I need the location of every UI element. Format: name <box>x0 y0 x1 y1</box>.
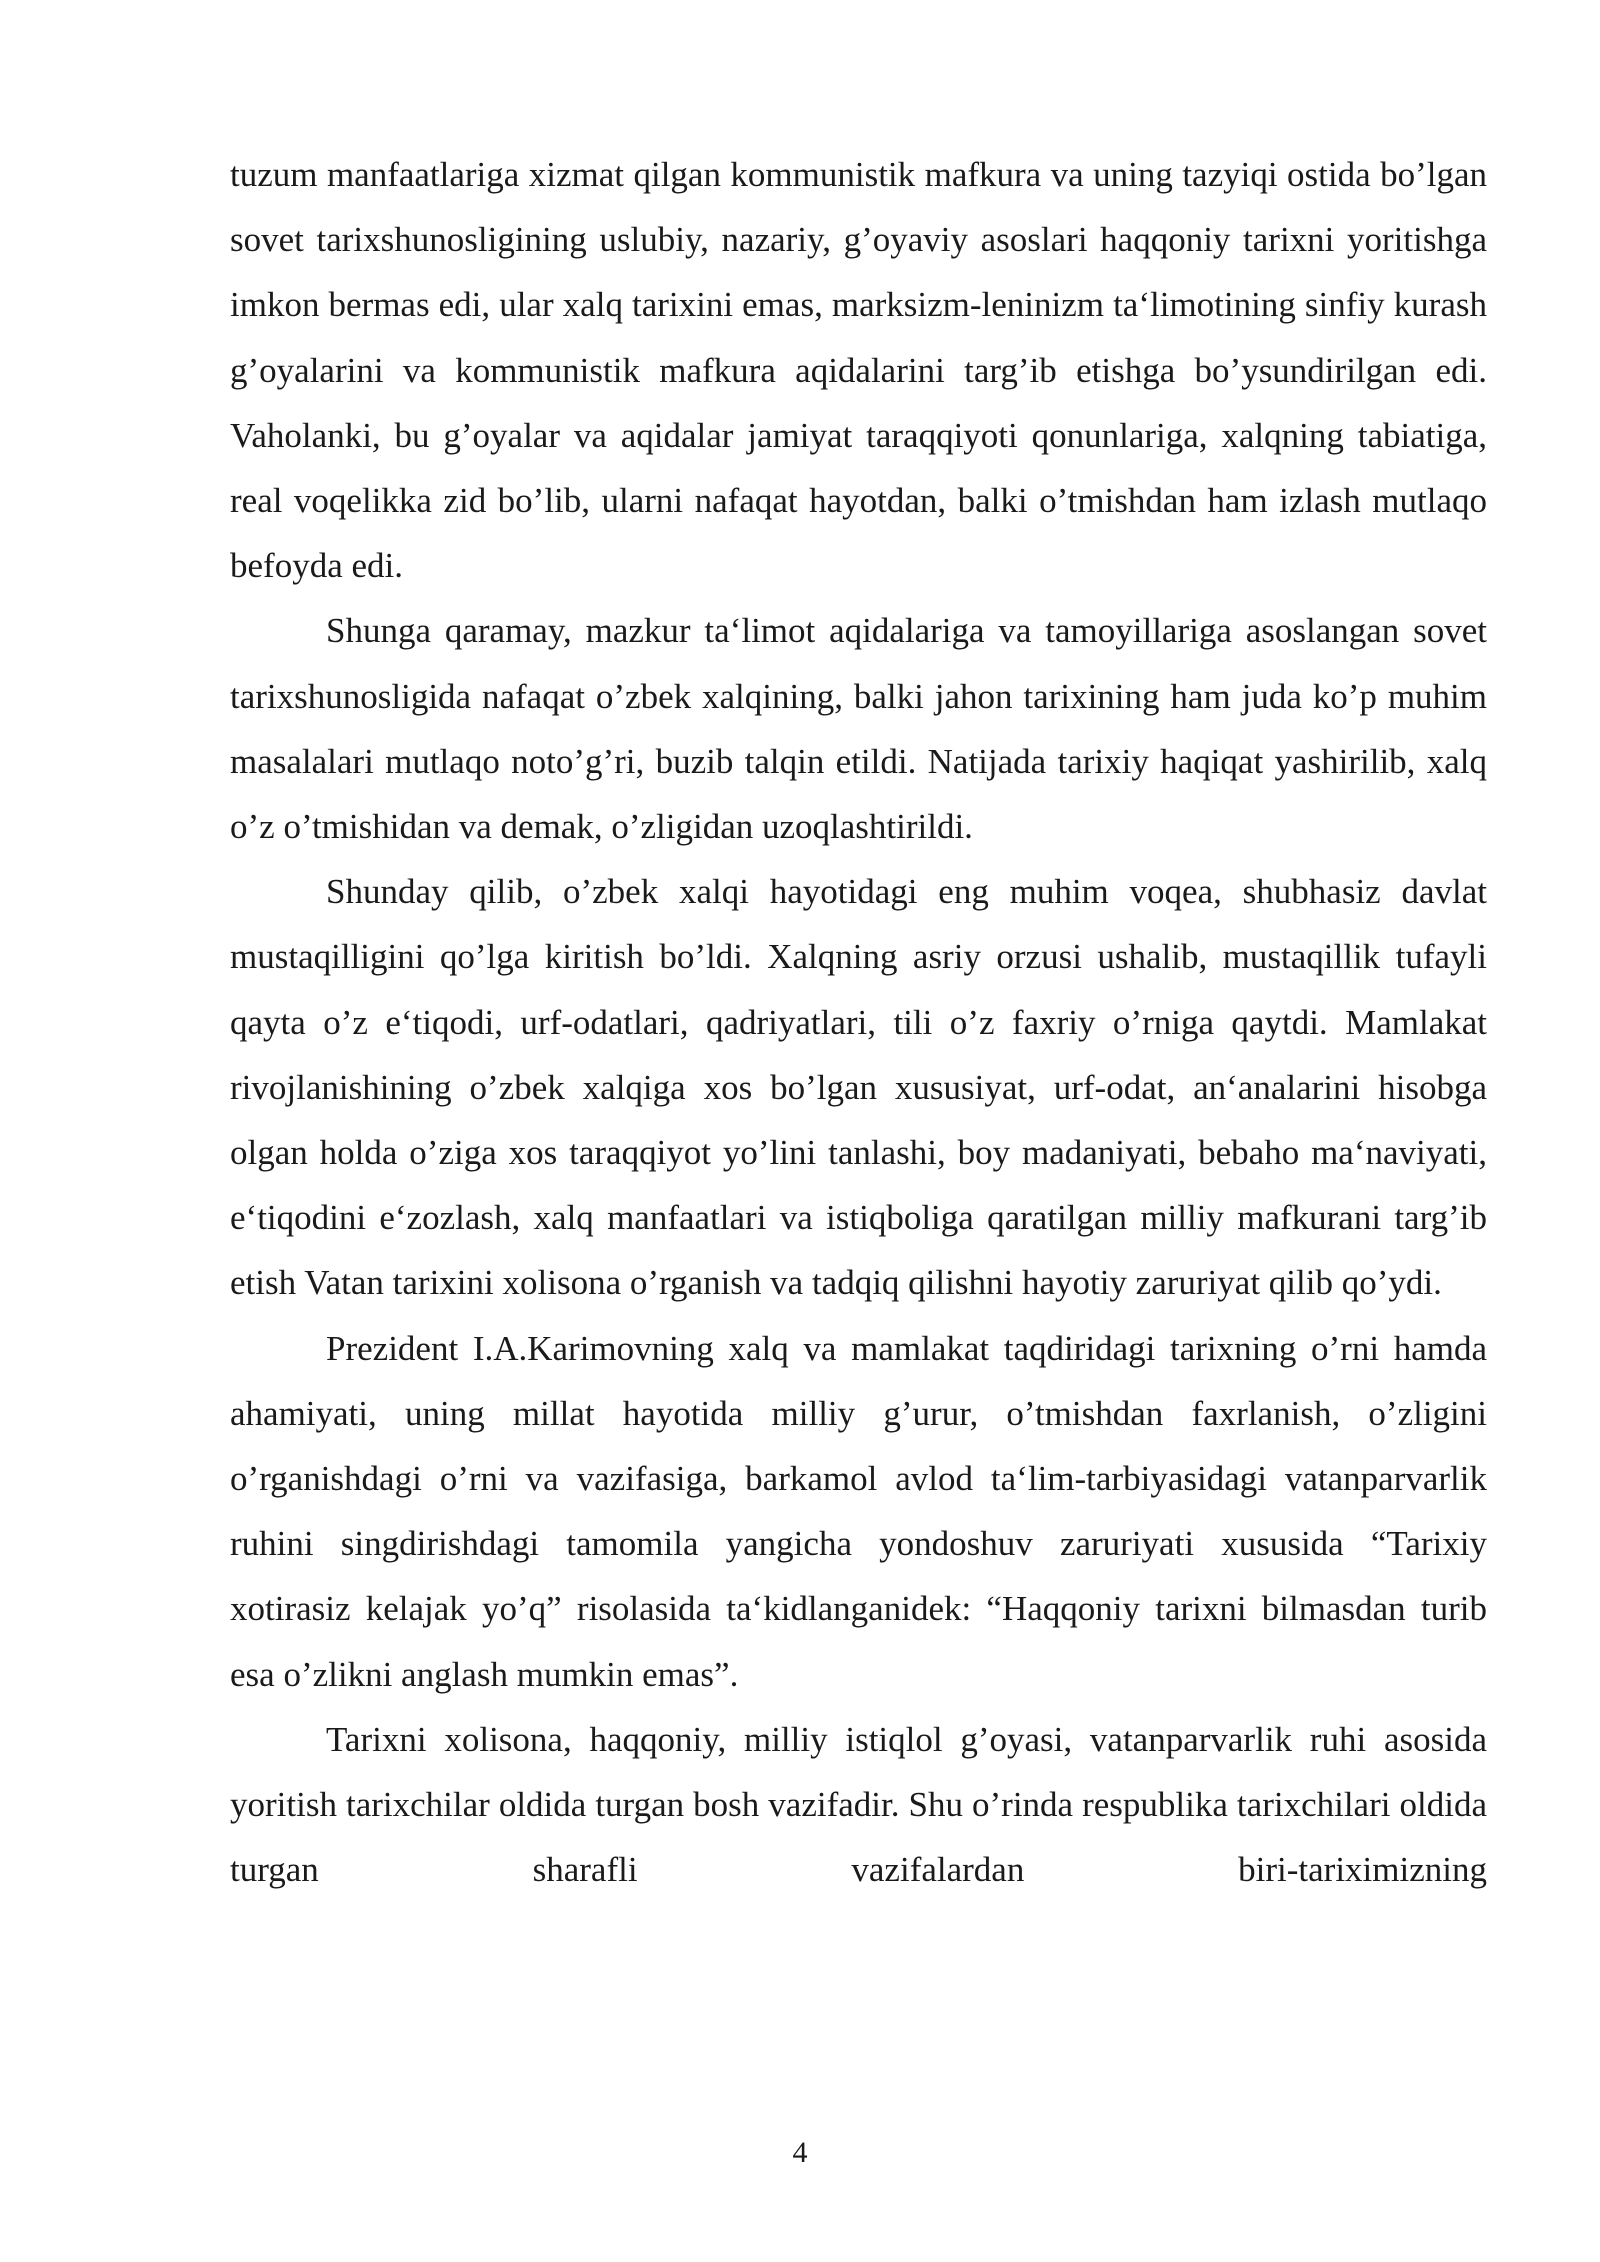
body-text <box>230 142 1487 1902</box>
paragraph-3: Shunday qilib, o’zbek xalqi hayotidagi eng muhim voqea, shubhasiz davlat mustaqilligini qo’lga kiritish bo’ldi. Xalqning asriy orzusi ushalib, mustaqillik tufayli qayta o’z e‘tiqodi, urf-odatlari, qadriyatlari, tili o’z faxriy o’rniga qaytdi. Mamlakat rivojlanishining o’zbek xalqiga xos bo’lgan xususiyat, urf-odat, an‘analarini hisobga olgan holda o’ziga xos taraqqiyot yo’lini tanlashi, boy madaniyati, bebaho ma‘naviyati, e‘tiqodini e‘zozlash, xalq manfaatlari va istiqboliga qaratilgan milliy mafkurani targ’ib etish Vatan tarixini xolisona o’rganish va tadqiq qilishni hayotiy zaruriyat qilib qo’ydi. <box>230 872 1487 1303</box>
paragraph-5: Tarixni xolisona, haqqoniy, milliy istiqlol g’oyasi, vatanparvarlik ruhi asosida yoritish tarixchilar oldida turgan bosh vazifadir. Shu o’rinda respublika tarixchilari oldida turgan sharafli vazifalardan biri-tariximizning <box>230 1719 1487 1890</box>
page-number: 4 <box>792 2136 808 2169</box>
paragraph-2: Shunga qaramay, mazkur ta‘limot aqidalariga va tamoyillariga asoslangan sovet tarixshunosligida nafaqat o’zbek xalqining, balki jahon tarixining ham juda ko’p muhim masalalari mutlaqo noto’g’ri, buzib talqin etildi. Natijada tarixiy haqiqat yashirilib, xalq o’z o’tmishidan va demak, o’zligidan uzoqlashtirildi. <box>230 611 1487 847</box>
paragraph-4: Prezident I.A.Karimovning xalq va mamlakat taqdiridagi tarixning o’rni hamda ahamiyati, uning millat hayotida milliy g’urur, o’tmishdan faxrlanish, o’zligini o’rganishdagi o’rni va vazifasiga, barkamol avlod ta‘lim-tarbiyasidagi vatanparvarlik ruhini singdirishdagi tamomila yangicha yondoshuv zaruriyati xususida “Tarixiy xotirasiz kelajak yo’q” risolasida ta‘kidlanganidek: “Haqqoniy tarixni bilmasdan turib esa o’zlikni anglash mumkin emas”. <box>230 1328 1487 1694</box>
paragraph-1: tuzum manfaatlariga xizmat qilgan kommunistik mafkura va uning tazyiqi ostida bo’lgan sovet tarixshunosligining uslubiy, nazariy, g’oyaviy asoslari haqqoniy tarixni yoritishga imkon bermas edi, ular xalq tarixini emas, marksizm-leninizm ta‘limotining sinfiy kurash g’oyalarini va kommunistik mafkura aqidalarini targ’ib etishga bo’ysundirilgan edi. Vaholanki, bu g’oyalar va aqidalar jamiyat taraqqiyoti qonunlariga, xalqning tabiatiga, real voqelikka zid bo’lib, ularni nafaqat hayotdan, balki o’tmishdan ham izlash mutlaqo befoyda edi. <box>230 155 1487 586</box>
